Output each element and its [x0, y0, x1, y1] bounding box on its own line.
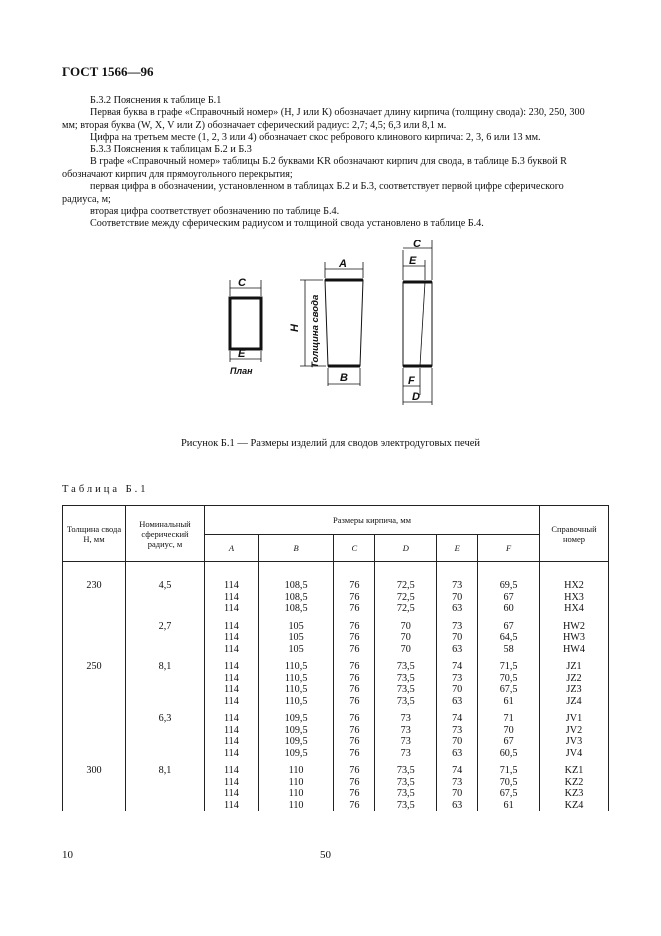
size-cell-e: 73 [437, 673, 478, 685]
table-row [63, 562, 609, 592]
ref-number-cell: JZ4 [540, 696, 609, 708]
table-body [63, 562, 609, 812]
thickness-cell [63, 684, 126, 696]
size-cell-b: 110 [258, 800, 334, 812]
size-cell-f: 64,5 [478, 632, 540, 644]
size-cell-a: 114 [205, 707, 259, 725]
header-col-d: D [375, 535, 437, 562]
radius-cell [126, 725, 205, 737]
size-cell-f: 69,5 [478, 562, 540, 592]
size-cell-a: 114 [205, 696, 259, 708]
size-cell-f: 70 [478, 725, 540, 737]
size-cell-e: 74 [437, 707, 478, 725]
header-radius: Номинальный сферический радиус, м [126, 506, 205, 562]
size-cell-f: 67 [478, 592, 540, 604]
header-col-e: E [437, 535, 478, 562]
size-cell-b: 109,5 [258, 725, 334, 737]
table-row [63, 725, 609, 737]
size-cell-d: 70 [375, 615, 437, 633]
radius-cell [126, 736, 205, 748]
size-cell-b: 105 [258, 632, 334, 644]
thickness-cell [63, 725, 126, 737]
size-cell-b: 110,5 [258, 696, 334, 708]
radius-cell [126, 748, 205, 760]
size-cell-c: 76 [334, 736, 375, 748]
radius-cell: 6,3 [126, 707, 205, 725]
ref-number-cell: JV1 [540, 707, 609, 725]
thickness-cell [63, 603, 126, 615]
size-cell-d: 73,5 [375, 673, 437, 685]
size-cell-d: 70 [375, 632, 437, 644]
size-cell-f: 67 [478, 615, 540, 633]
size-cell-b: 109,5 [258, 748, 334, 760]
size-cell-e: 70 [437, 736, 478, 748]
size-cell-b: 110 [258, 759, 334, 777]
size-cell-b: 110 [258, 788, 334, 800]
size-cell-a: 114 [205, 592, 259, 604]
label-f: F [408, 375, 415, 387]
size-cell-c: 76 [334, 788, 375, 800]
radius-cell: 8,1 [126, 655, 205, 673]
thickness-cell [63, 800, 126, 812]
table-row [63, 655, 609, 673]
thickness-cell [63, 644, 126, 656]
size-cell-e: 63 [437, 800, 478, 812]
size-cell-a: 114 [205, 759, 259, 777]
page-number-left: 10 [62, 849, 73, 861]
paragraph-first-letter: Первая буква в графе «Справочный номер» (Н, J или К) обозначает длину кирпича (толщину свода): 230, 250, 300 мм; вторая буква (W, X, V или Z) обозначает сферический радиус: 2,7; 4,5; 6,3 или 8,1 м. [62, 107, 585, 131]
size-cell-f: 71,5 [478, 655, 540, 673]
radius-cell [126, 603, 205, 615]
ref-number-cell: KZ4 [540, 800, 609, 812]
size-cell-a: 114 [205, 673, 259, 685]
header-ref: Справочный номер [540, 506, 609, 562]
label-d: D [412, 391, 420, 403]
thickness-cell [63, 673, 126, 685]
label-a: A [339, 258, 347, 270]
table-row [63, 603, 609, 615]
size-cell-b: 110,5 [258, 673, 334, 685]
size-cell-b: 110,5 [258, 655, 334, 673]
plan-view [230, 280, 261, 362]
size-cell-b: 108,5 [258, 592, 334, 604]
table-row [63, 707, 609, 725]
size-cell-f: 61 [478, 800, 540, 812]
label-c-plan: C [238, 277, 246, 289]
label-c-side: C [413, 240, 421, 250]
size-cell-b: 108,5 [258, 562, 334, 592]
thickness-cell [63, 592, 126, 604]
size-cell-a: 114 [205, 736, 259, 748]
size-cell-c: 76 [334, 759, 375, 777]
size-cell-f: 71,5 [478, 759, 540, 777]
ref-number-cell: KZ2 [540, 777, 609, 789]
size-cell-a: 114 [205, 684, 259, 696]
ref-number-cell: HW4 [540, 644, 609, 656]
paragraph-b33: Б.3.3 Пояснения к таблицам Б.2 и Б.3 [90, 144, 252, 155]
size-cell-e: 74 [437, 655, 478, 673]
size-cell-e: 70 [437, 684, 478, 696]
ref-number-cell: HX4 [540, 603, 609, 615]
size-cell-c: 76 [334, 800, 375, 812]
size-cell-e: 63 [437, 748, 478, 760]
paragraph-second-digit: вторая цифра соответствует обозначению по таблице Б.4. [90, 206, 340, 217]
radius-cell: 8,1 [126, 759, 205, 777]
size-cell-e: 63 [437, 696, 478, 708]
size-cell-e: 73 [437, 777, 478, 789]
radius-cell [126, 788, 205, 800]
size-cell-b: 110 [258, 777, 334, 789]
radius-cell [126, 673, 205, 685]
size-cell-c: 76 [334, 748, 375, 760]
size-cell-f: 67,5 [478, 684, 540, 696]
size-cell-a: 114 [205, 788, 259, 800]
table-row [63, 759, 609, 777]
radius-cell [126, 684, 205, 696]
size-cell-d: 73 [375, 725, 437, 737]
size-cell-f: 71 [478, 707, 540, 725]
size-cell-c: 76 [334, 562, 375, 592]
size-cell-c: 76 [334, 684, 375, 696]
header-col-f: F [478, 535, 540, 562]
size-cell-d: 72,5 [375, 592, 437, 604]
radius-cell [126, 592, 205, 604]
radius-cell [126, 777, 205, 789]
ref-number-cell: JV2 [540, 725, 609, 737]
size-cell-f: 61 [478, 696, 540, 708]
table-row [63, 736, 609, 748]
header-col-c: C [334, 535, 375, 562]
paragraph-third-digit: Цифра на третьем месте (1, 2, 3 или 4) обозначает скос ребрового клинового кирпича: 2, 3, 6 или 13 мм. [90, 132, 541, 143]
ref-number-cell: HW2 [540, 615, 609, 633]
ref-number-cell: JV3 [540, 736, 609, 748]
ref-number-cell: JZ3 [540, 684, 609, 696]
size-cell-e: 70 [437, 632, 478, 644]
size-cell-d: 73 [375, 707, 437, 725]
thickness-cell [63, 632, 126, 644]
size-cell-d: 73,5 [375, 777, 437, 789]
size-cell-c: 76 [334, 707, 375, 725]
ref-number-cell: HW3 [540, 632, 609, 644]
ref-number-cell: JV4 [540, 748, 609, 760]
header-col-a: A [205, 535, 259, 562]
size-cell-f: 58 [478, 644, 540, 656]
thickness-cell [63, 615, 126, 633]
size-cell-d: 73,5 [375, 655, 437, 673]
figure-caption: Рисунок Б.1 — Размеры изделий для сводов электродуговых печей [180, 438, 481, 449]
size-cell-f: 70,5 [478, 673, 540, 685]
size-cell-a: 114 [205, 748, 259, 760]
radius-cell [126, 696, 205, 708]
label-e-plan: E [238, 348, 246, 360]
label-e-side: E [409, 255, 417, 267]
size-cell-b: 105 [258, 644, 334, 656]
size-cell-c: 76 [334, 632, 375, 644]
thickness-cell: 250 [63, 655, 126, 673]
size-cell-a: 114 [205, 632, 259, 644]
ref-number-cell: JZ1 [540, 655, 609, 673]
size-cell-b: 109,5 [258, 736, 334, 748]
paragraph-first-digit: первая цифра в обозначении, установленном в таблицах Б.2 и Б.3, соответствует первой цифре сферического радиуса, м; [62, 181, 564, 205]
size-cell-c: 76 [334, 725, 375, 737]
size-cell-a: 114 [205, 777, 259, 789]
size-cell-a: 114 [205, 603, 259, 615]
table-title: Таблица Б.1 [62, 484, 149, 495]
thickness-cell [63, 736, 126, 748]
size-cell-d: 73,5 [375, 684, 437, 696]
header-thickness: Толщина свода H, мм [63, 506, 126, 562]
size-cell-c: 76 [334, 592, 375, 604]
size-cell-d: 73,5 [375, 788, 437, 800]
size-cell-b: 110,5 [258, 684, 334, 696]
size-cell-f: 67 [478, 736, 540, 748]
size-cell-d: 72,5 [375, 562, 437, 592]
thickness-cell [63, 788, 126, 800]
header-sizes: Размеры кирпича, мм [205, 506, 540, 535]
label-thickness: Толщина свода [310, 294, 321, 368]
size-cell-c: 76 [334, 696, 375, 708]
size-cell-c: 76 [334, 644, 375, 656]
size-cell-d: 73,5 [375, 800, 437, 812]
table-row [63, 592, 609, 604]
ref-number-cell: JZ2 [540, 673, 609, 685]
label-h: H [289, 324, 301, 332]
document-header: ГОСТ 1566—96 [62, 64, 154, 79]
paragraph-correspondence: Соответствие между сферическим радиусом и толщиной свода установлено в таблице Б.4. [90, 218, 484, 229]
table-row [63, 644, 609, 656]
brick-sizes-table [62, 505, 609, 811]
size-cell-c: 76 [334, 603, 375, 615]
size-cell-e: 73 [437, 615, 478, 633]
thickness-cell [63, 696, 126, 708]
table-row [63, 696, 609, 708]
header-col-b: B [258, 535, 334, 562]
size-cell-a: 114 [205, 615, 259, 633]
size-cell-d: 73,5 [375, 759, 437, 777]
ref-number-cell: KZ1 [540, 759, 609, 777]
table-row [63, 800, 609, 812]
thickness-cell [63, 707, 126, 725]
paragraph-kr: В графе «Справочный номер» таблицы Б.2 буквами KR обозначают кирпич для свода, в таблице Б.3 буквой R обозначают кирпич для прямоугольного перекрытия; [62, 156, 567, 180]
ref-number-cell: HX2 [540, 562, 609, 592]
radius-cell: 4,5 [126, 562, 205, 592]
size-cell-c: 76 [334, 777, 375, 789]
size-cell-c: 76 [334, 615, 375, 633]
size-cell-f: 67,5 [478, 788, 540, 800]
label-b: B [340, 372, 348, 384]
size-cell-e: 70 [437, 592, 478, 604]
table-row [63, 777, 609, 789]
radius-cell [126, 800, 205, 812]
label-plan: План [230, 366, 253, 376]
size-cell-f: 60,5 [478, 748, 540, 760]
radius-cell [126, 632, 205, 644]
size-cell-c: 76 [334, 655, 375, 673]
thickness-cell: 300 [63, 759, 126, 777]
size-cell-d: 73 [375, 736, 437, 748]
size-cell-f: 70,5 [478, 777, 540, 789]
table-row [63, 748, 609, 760]
radius-cell [126, 644, 205, 656]
table-row [63, 788, 609, 800]
size-cell-a: 114 [205, 562, 259, 592]
size-cell-b: 108,5 [258, 603, 334, 615]
size-cell-e: 63 [437, 603, 478, 615]
size-cell-c: 76 [334, 673, 375, 685]
size-cell-e: 63 [437, 644, 478, 656]
size-cell-d: 73,5 [375, 696, 437, 708]
table-row [63, 615, 609, 633]
size-cell-e: 73 [437, 562, 478, 592]
size-cell-d: 70 [375, 644, 437, 656]
size-cell-a: 114 [205, 800, 259, 812]
size-cell-d: 73 [375, 748, 437, 760]
size-cell-e: 74 [437, 759, 478, 777]
thickness-cell [63, 748, 126, 760]
size-cell-e: 70 [437, 788, 478, 800]
size-cell-f: 60 [478, 603, 540, 615]
size-cell-d: 72,5 [375, 603, 437, 615]
page-number-center: 50 [320, 849, 331, 861]
radius-cell: 2,7 [126, 615, 205, 633]
size-cell-b: 109,5 [258, 707, 334, 725]
ref-number-cell: HX3 [540, 592, 609, 604]
table-row [63, 632, 609, 644]
size-cell-a: 114 [205, 655, 259, 673]
size-cell-a: 114 [205, 644, 259, 656]
table-row [63, 684, 609, 696]
table-row [63, 673, 609, 685]
size-cell-b: 105 [258, 615, 334, 633]
size-cell-a: 114 [205, 725, 259, 737]
paragraph-b32: Б.3.2 Пояснения к таблице Б.1 [90, 95, 222, 106]
size-cell-e: 73 [437, 725, 478, 737]
ref-number-cell: KZ3 [540, 788, 609, 800]
thickness-cell [63, 777, 126, 789]
thickness-cell: 230 [63, 562, 126, 592]
brick-dimension-figure [210, 240, 450, 410]
